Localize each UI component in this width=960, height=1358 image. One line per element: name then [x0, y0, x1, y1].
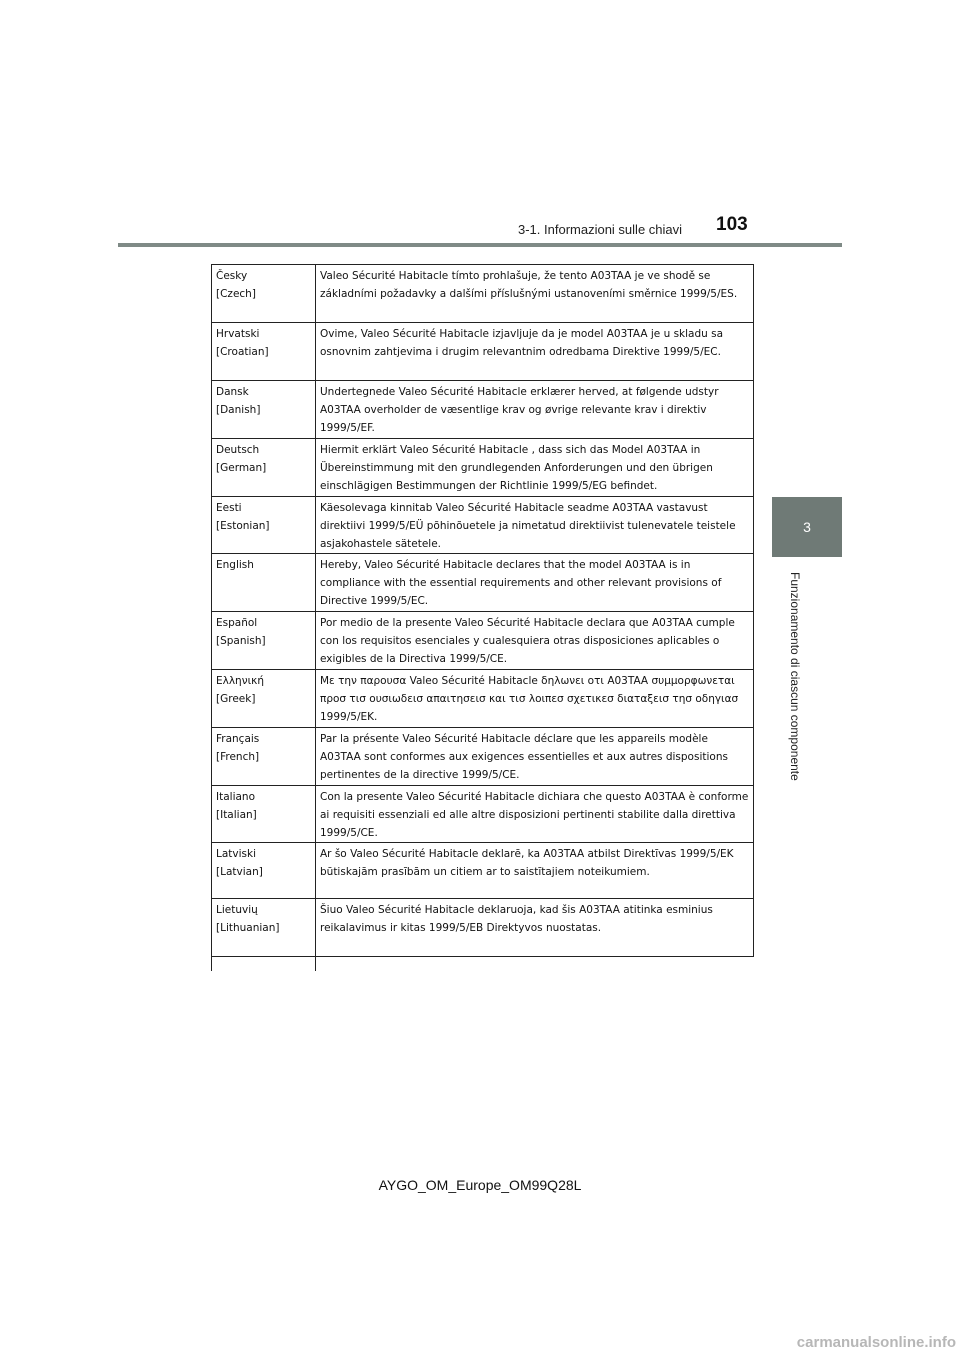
declaration-row [212, 323, 754, 381]
declaration-text: Ar šo Valeo Sécurité Habitacle deklarē, ka A03TAA atbilst Direktīvas 1999/5/EK būtiskajām prasībām un citiem ar to saistītajiem noteikumiem. [320, 848, 734, 878]
language-name: Français [216, 733, 260, 745]
language-cell [212, 728, 316, 786]
language-cell [212, 439, 316, 497]
declaration-text-cell [316, 786, 754, 843]
watermark: carmanualsonline.info [796, 1334, 956, 1351]
language-cell [212, 612, 316, 670]
language-english-name: [Estonian] [216, 520, 270, 532]
declaration-text: Hereby, Valeo Sécurité Habitacle declares that the model A03TAA is in compliance with the essential requirements and other relevant provisions of Directive 1999/5/EC. [320, 559, 722, 607]
declaration-row [212, 612, 754, 670]
language-english-name: [Latvian] [216, 866, 263, 878]
declaration-row [212, 554, 754, 612]
declaration-row [212, 381, 754, 439]
language-cell [212, 554, 316, 612]
page-number: 103 [716, 214, 748, 235]
declaration-text: Με την παρουσα Valeo Sécurité Habitacle δηλωνει οτι A03TAA συμμορφωνεται προσ τισ ουσιωδεισ απαιτησεισ και τισ λοιπεσ σχετικεσ διαταξεισ τησ οδηγιασ 1999/5/ΕΚ. [320, 675, 739, 723]
language-cell [212, 899, 316, 957]
language-english-name: [Italian] [216, 809, 257, 821]
language-name: Eesti [216, 502, 242, 514]
declaration-text-cell [316, 843, 754, 899]
footer-model-code: AYGO_OM_Europe_OM99Q28L [378, 1177, 582, 1193]
language-english-name: [Czech] [216, 288, 256, 300]
language-name: Hrvatski [216, 328, 260, 340]
declaration-row [212, 439, 754, 497]
declaration-text: Por medio de la presente Valeo Sécurité Habitacle declara que A03TAA cumple con los requisitos esenciales y cualesquiera otras disposiciones aplicables o exigibles de la Directiva 1999/5/CE. [320, 617, 735, 665]
language-name: English [216, 559, 254, 571]
language-cell [212, 670, 316, 728]
declaration-row [212, 497, 754, 554]
language-cell [212, 323, 316, 381]
language-english-name: [French] [216, 751, 260, 763]
declaration-text: Šiuo Valeo Sécurité Habitacle deklaruoja, kad šis A03TAA atitinka esminius reikalavimus ir kitas 1999/5/EB Direktyvos nuostatas. [320, 904, 713, 934]
declaration-text: Ovime, Valeo Sécurité Habitacle izjavljuje da je model A03TAA je u skladu sa osnovnim zahtjevima i drugim relevantnim odredbama Direktive 1999/5/EC. [320, 328, 724, 358]
language-cell [212, 265, 316, 323]
language-cell [212, 381, 316, 439]
declaration-text-cell [316, 439, 754, 497]
declaration-text-cell [316, 265, 754, 323]
language-english-name: [Lithuanian] [216, 922, 280, 934]
language-name: Česky [216, 270, 248, 282]
declaration-text-cell [316, 670, 754, 728]
declaration-text: Hiermit erklärt Valeo Sécurité Habitacle , dass sich das Model A03TAA in Übereinstimmung mit den grundlegenden Anforderungen und den übrigen einschlägigen Bestimmungen der Richtlinie 1999/5/EG befindet. [320, 444, 713, 492]
declaration-row [212, 786, 754, 843]
declaration-text-cell [316, 554, 754, 612]
empty-cell [316, 957, 754, 971]
declaration-text: Con la presente Valeo Sécurité Habitacle dichiara che questo A03TAA è conforme ai requisiti essenziali ed alle altre disposizioni pertinenti stabilite dalla direttiva 1999/5/CE. [320, 791, 749, 839]
declaration-text: Par la présente Valeo Sécurité Habitacle déclare que les appareils modèle A03TAA sont conformes aux exigences essentielles et aux autres dispositions pertinentes de la directive 1999/5/CE. [320, 733, 728, 781]
declaration-table-body [212, 265, 754, 971]
language-name: Español [216, 617, 258, 629]
section-title: 3-1. Informazioni sulle chiavi [518, 222, 683, 237]
declaration-text-cell [316, 899, 754, 957]
declaration-text: Valeo Sécurité Habitacle tímto prohlašuje, že tento A03TAA je ve shodě se základními požadavky a dalšími příslušnými ustanoveními směrnice 1999/5/ES. [320, 270, 738, 300]
declaration-text-cell [316, 612, 754, 670]
language-english-name: [Danish] [216, 404, 261, 416]
declaration-table [211, 264, 754, 971]
chapter-number: 3 [803, 519, 811, 535]
declaration-text: Käesolevaga kinnitab Valeo Sécurité Habitacle seadme A03TAA vastavust direktiivi 1999/5/EÜ põhinõuetele ja nimetatud direktiivist tulenevatele teistele asjakohastele sätetele. [320, 502, 736, 550]
chapter-label: Funzionamento di ciascun componente [788, 572, 802, 781]
declaration-row [212, 843, 754, 899]
declaration-row [212, 265, 754, 323]
language-english-name: [Croatian] [216, 346, 269, 358]
declaration-text: Undertegnede Valeo Sécurité Habitacle erklærer herved, at følgende udstyr A03TAA overholder de væsentlige krav og øvrige relevante krav i direktiv 1999/5/EF. [320, 386, 719, 434]
language-name: Latviski [216, 848, 257, 860]
declaration-row [212, 899, 754, 957]
header-rule [118, 243, 842, 247]
language-cell [212, 843, 316, 899]
language-english-name: [German] [216, 462, 267, 474]
language-cell [212, 497, 316, 554]
language-name: Dansk [216, 386, 249, 398]
language-english-name: [Greek] [216, 693, 256, 705]
declaration-text-cell [316, 728, 754, 786]
language-name: Lietuvių [216, 904, 258, 916]
declaration-text-cell [316, 323, 754, 381]
language-name: Ελληνική [216, 675, 264, 687]
empty-cell [212, 957, 316, 971]
declaration-row [212, 670, 754, 728]
chapter-tab [772, 497, 842, 557]
language-name: Deutsch [216, 444, 260, 456]
declaration-text-cell [316, 497, 754, 554]
language-cell [212, 786, 316, 843]
empty-row [212, 957, 754, 971]
language-english-name: [Spanish] [216, 635, 266, 647]
declaration-row [212, 728, 754, 786]
language-name: Italiano [216, 791, 255, 803]
declaration-text-cell [316, 381, 754, 439]
